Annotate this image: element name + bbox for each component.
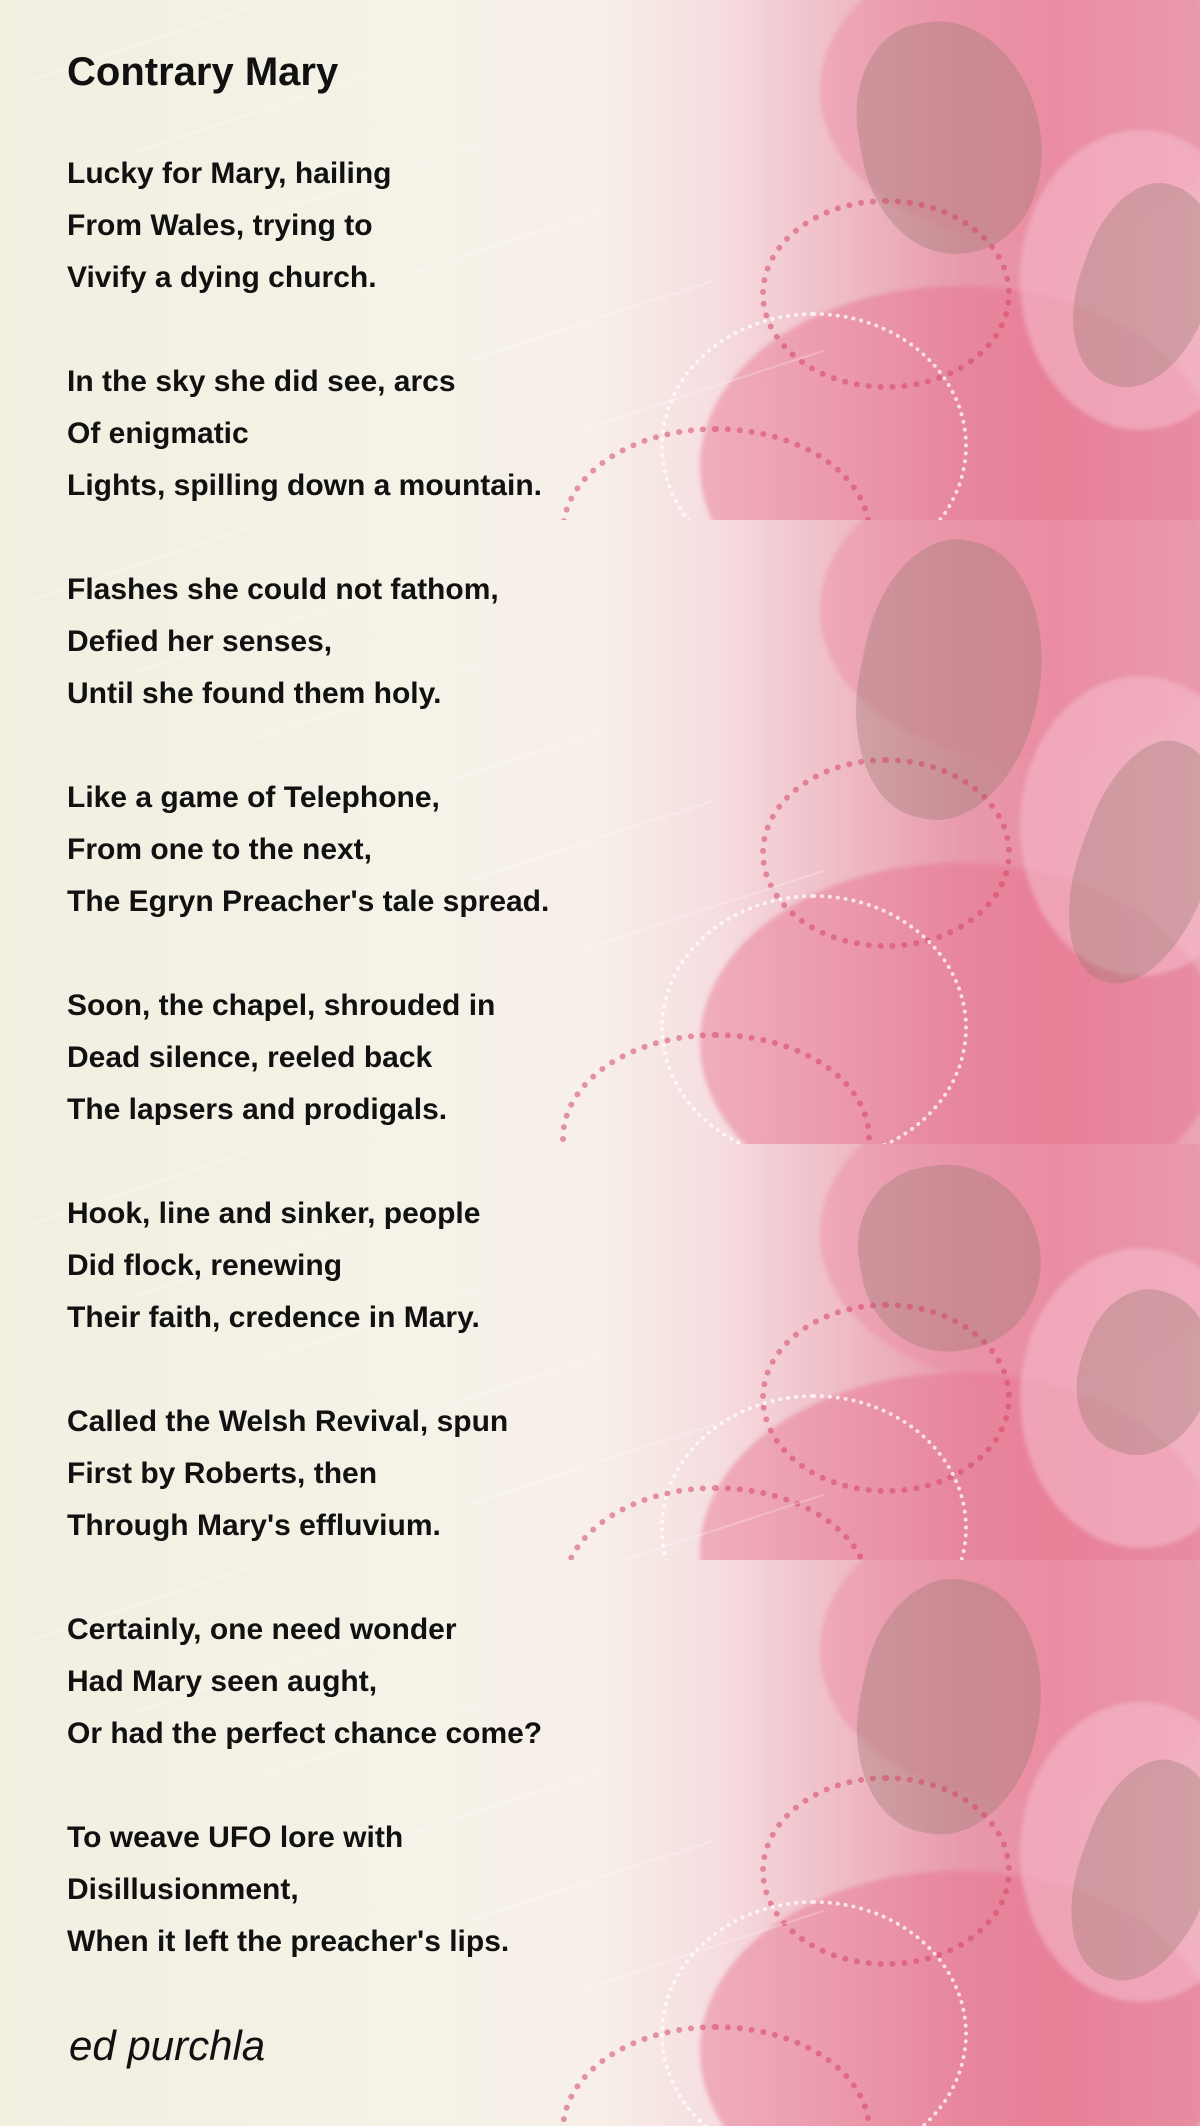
poem-line: Vivify a dying church. <box>67 261 377 294</box>
poem-line: Certainly, one need wonder <box>67 1613 457 1646</box>
stanza-6 <box>67 1188 480 1344</box>
poem-line: Did flock, renewing <box>67 1249 343 1282</box>
stanza-3 <box>67 564 499 720</box>
poem-line: Lucky for Mary, hailing <box>67 157 392 190</box>
poem-line: Flashes she could not fathom, <box>67 573 499 606</box>
poem-line: Or had the perfect chance come? <box>67 1717 543 1750</box>
poem-line: Lights, spilling down a mountain. <box>67 469 542 502</box>
stanza-5 <box>67 980 495 1136</box>
floral-decoration <box>356 210 604 292</box>
poem-line: First by Roberts, then <box>67 1457 378 1490</box>
poem-line: The Egryn Preacher's tale spread. <box>67 885 550 918</box>
poem-line: Of enigmatic <box>67 417 249 450</box>
poem-line: Defied her senses, <box>67 625 333 658</box>
poem-title: Contrary Mary <box>67 50 339 94</box>
stanza-2 <box>67 356 542 512</box>
poem-line: From one to the next, <box>67 833 373 866</box>
poem-line: Soon, the chapel, shrouded in <box>67 989 496 1022</box>
poem-line: Dead silence, reeled back <box>67 1041 433 1074</box>
stanza-4 <box>67 772 549 928</box>
poem-line: When it left the preacher's lips. <box>67 1925 510 1958</box>
poem-line: Until she found them holy. <box>67 677 442 710</box>
poem-line: From Wales, trying to <box>67 209 373 242</box>
poem-line: Disillusionment, <box>67 1873 299 1906</box>
poem-line: Like a game of Telephone, <box>67 781 440 814</box>
poem-line: Hook, line and sinker, people <box>67 1197 481 1230</box>
poem-line: Called the Welsh Revival, spun <box>67 1405 509 1438</box>
poem-line: The lapsers and prodigals. <box>67 1093 448 1126</box>
poem-line: Their faith, credence in Mary. <box>67 1301 480 1334</box>
stanza-1 <box>67 148 392 304</box>
poem-line: Had Mary seen aught, <box>67 1665 378 1698</box>
poem-line: Through Mary's effluvium. <box>67 1509 441 1542</box>
stanza-7 <box>67 1396 508 1552</box>
floral-decoration <box>466 280 714 362</box>
stanza-9 <box>67 1812 509 1968</box>
stanza-8 <box>67 1604 542 1760</box>
poem-author: ed purchla <box>69 2022 266 2069</box>
poem-line: To weave UFO lore with <box>67 1821 404 1854</box>
poem-line: In the sky she did see, arcs <box>67 365 456 398</box>
